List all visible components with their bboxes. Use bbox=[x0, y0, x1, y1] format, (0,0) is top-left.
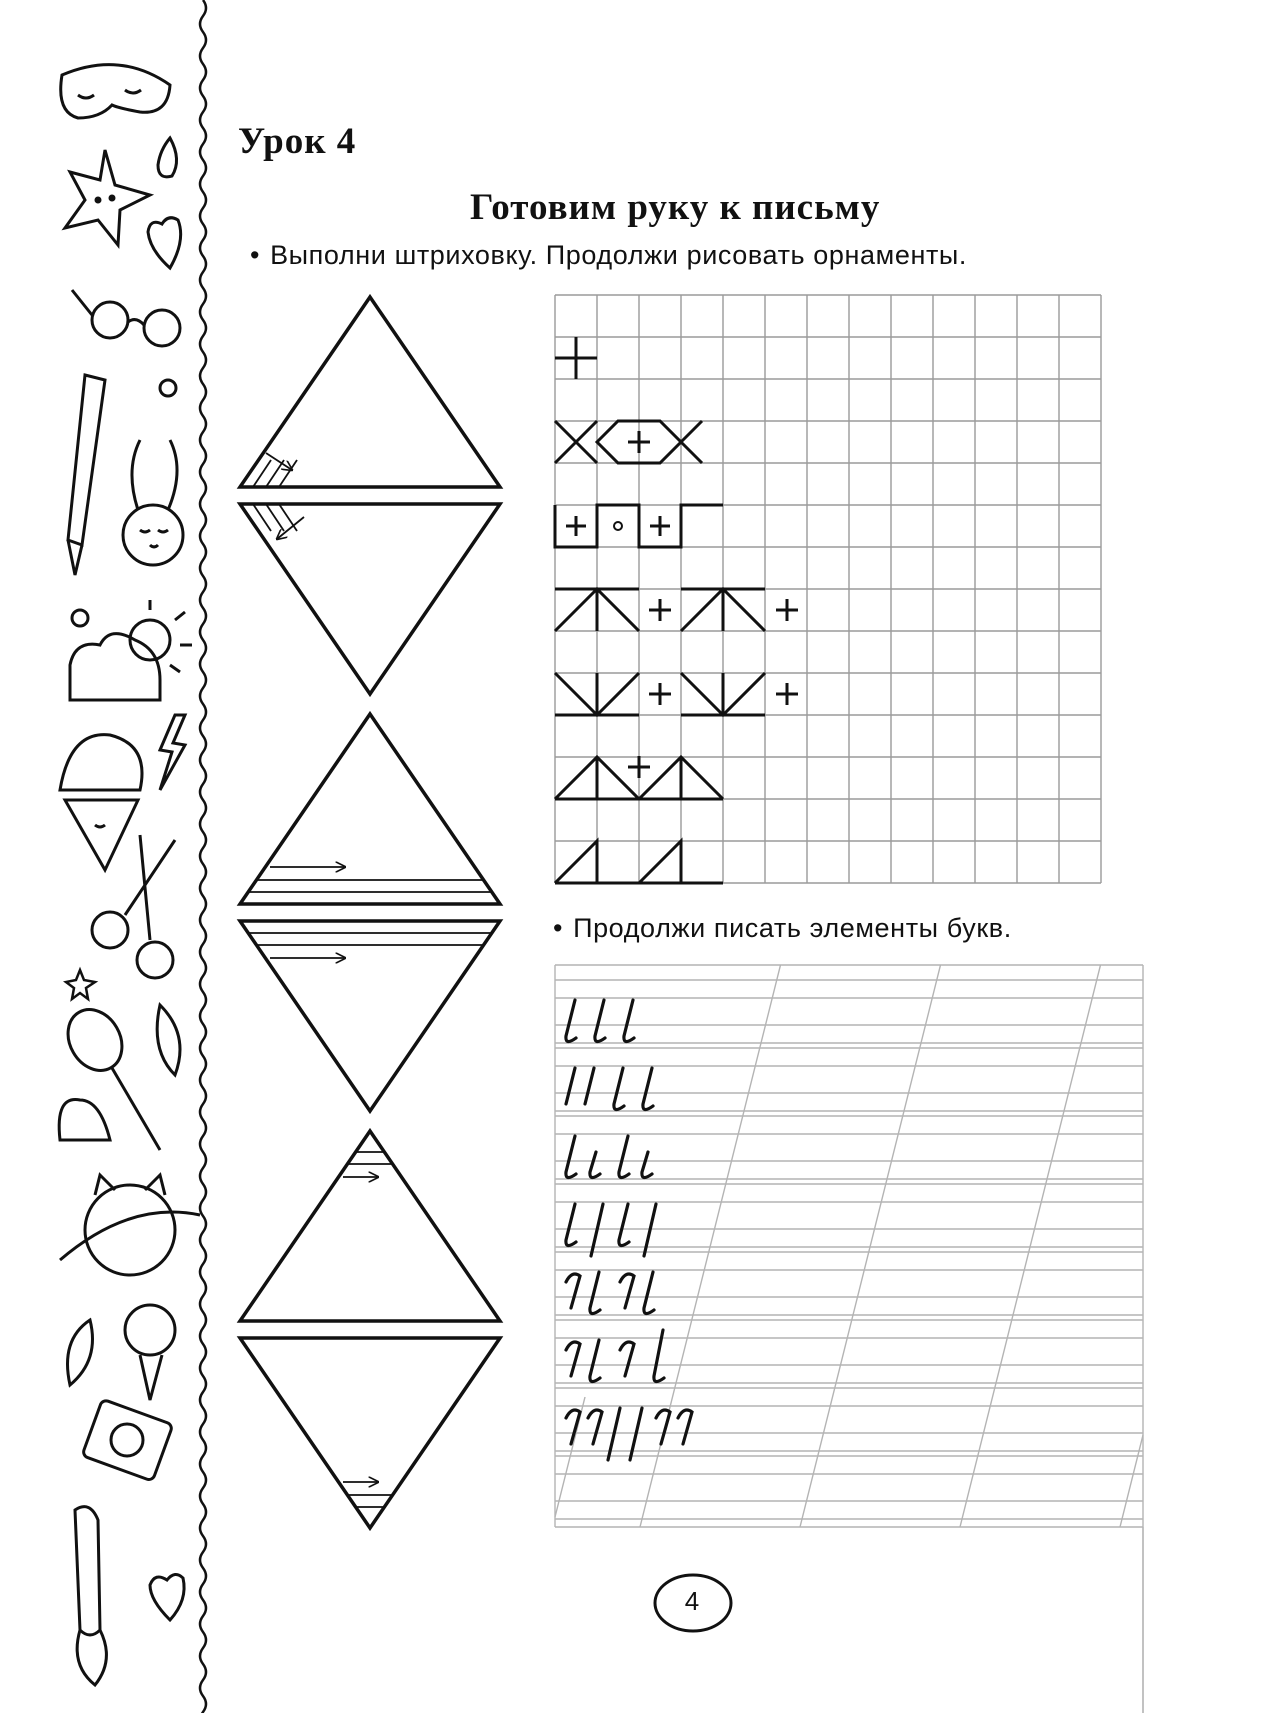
cursive-row-5 bbox=[566, 1272, 654, 1314]
triangle-down bbox=[240, 921, 500, 1111]
sleep-mask-icon bbox=[61, 65, 170, 118]
camera-icon bbox=[82, 1399, 173, 1481]
writing-ruling bbox=[555, 965, 1143, 1713]
tennis-racket-icon bbox=[57, 1000, 160, 1150]
decorative-margin bbox=[0, 0, 220, 1713]
triangle-down bbox=[240, 1338, 500, 1528]
task-text: Выполни штриховку. Продолжи рисовать орнаменты. bbox=[270, 240, 968, 270]
heart-icon bbox=[150, 1574, 184, 1620]
triangle-up bbox=[240, 1131, 500, 1321]
bubble-icon bbox=[72, 610, 88, 626]
lightning-icon bbox=[160, 715, 185, 790]
page-number: 4 bbox=[684, 1586, 700, 1616]
cursive-row-2 bbox=[566, 1068, 653, 1110]
bubble-icon bbox=[160, 380, 176, 396]
ornament-row-1 bbox=[555, 337, 597, 379]
leaf-icon bbox=[68, 1320, 93, 1385]
hatching-triangles bbox=[230, 290, 510, 1570]
cursive-row-7 bbox=[566, 1408, 692, 1460]
scissors-icon bbox=[92, 835, 175, 978]
paint-brush-icon bbox=[75, 1507, 106, 1685]
cursive-row-1 bbox=[566, 1000, 634, 1042]
slant-guide-line bbox=[960, 965, 1101, 1527]
drop-icon bbox=[158, 138, 177, 177]
cursive-elements bbox=[566, 1000, 692, 1460]
ornament-row-3 bbox=[555, 505, 723, 547]
triangle-up bbox=[240, 297, 500, 487]
star-icon bbox=[65, 150, 150, 245]
ice-cream-icon bbox=[60, 735, 142, 870]
ornament-patterns bbox=[555, 337, 798, 883]
task-instruction-1 bbox=[250, 240, 967, 271]
bullet: • bbox=[250, 240, 261, 270]
ornament-row-5 bbox=[555, 673, 798, 715]
bullet: • bbox=[553, 913, 564, 943]
leaf-icon bbox=[157, 1005, 180, 1075]
slant-guide-line bbox=[800, 965, 941, 1527]
bunny-icon bbox=[123, 440, 183, 565]
triangle-down bbox=[240, 504, 500, 694]
ornament-grid bbox=[550, 290, 1150, 890]
task-instruction-2 bbox=[553, 913, 1012, 944]
cursive-row-4 bbox=[566, 1204, 656, 1256]
pencil-icon bbox=[68, 375, 105, 575]
ornament-row-4 bbox=[555, 589, 798, 631]
wavy-border bbox=[200, 0, 206, 1713]
cursive-row-3 bbox=[566, 1136, 652, 1178]
triangle-up bbox=[240, 714, 500, 904]
glasses-icon bbox=[72, 290, 180, 346]
slant-guide-line bbox=[1120, 1435, 1143, 1527]
ornament-row-2 bbox=[555, 421, 702, 463]
heart-icon bbox=[148, 218, 181, 268]
star-icon bbox=[66, 970, 95, 999]
lesson-heading: Урок 4 bbox=[238, 121, 357, 162]
glove-icon bbox=[59, 1100, 110, 1141]
cat-planet-icon bbox=[60, 1175, 200, 1275]
cursive-practice-area bbox=[550, 960, 1150, 1532]
task-text: Продолжи писать элементы букв. bbox=[573, 913, 1012, 943]
page-title: Готовим руку к письму bbox=[470, 187, 881, 228]
lightbulb-icon bbox=[125, 1305, 175, 1400]
